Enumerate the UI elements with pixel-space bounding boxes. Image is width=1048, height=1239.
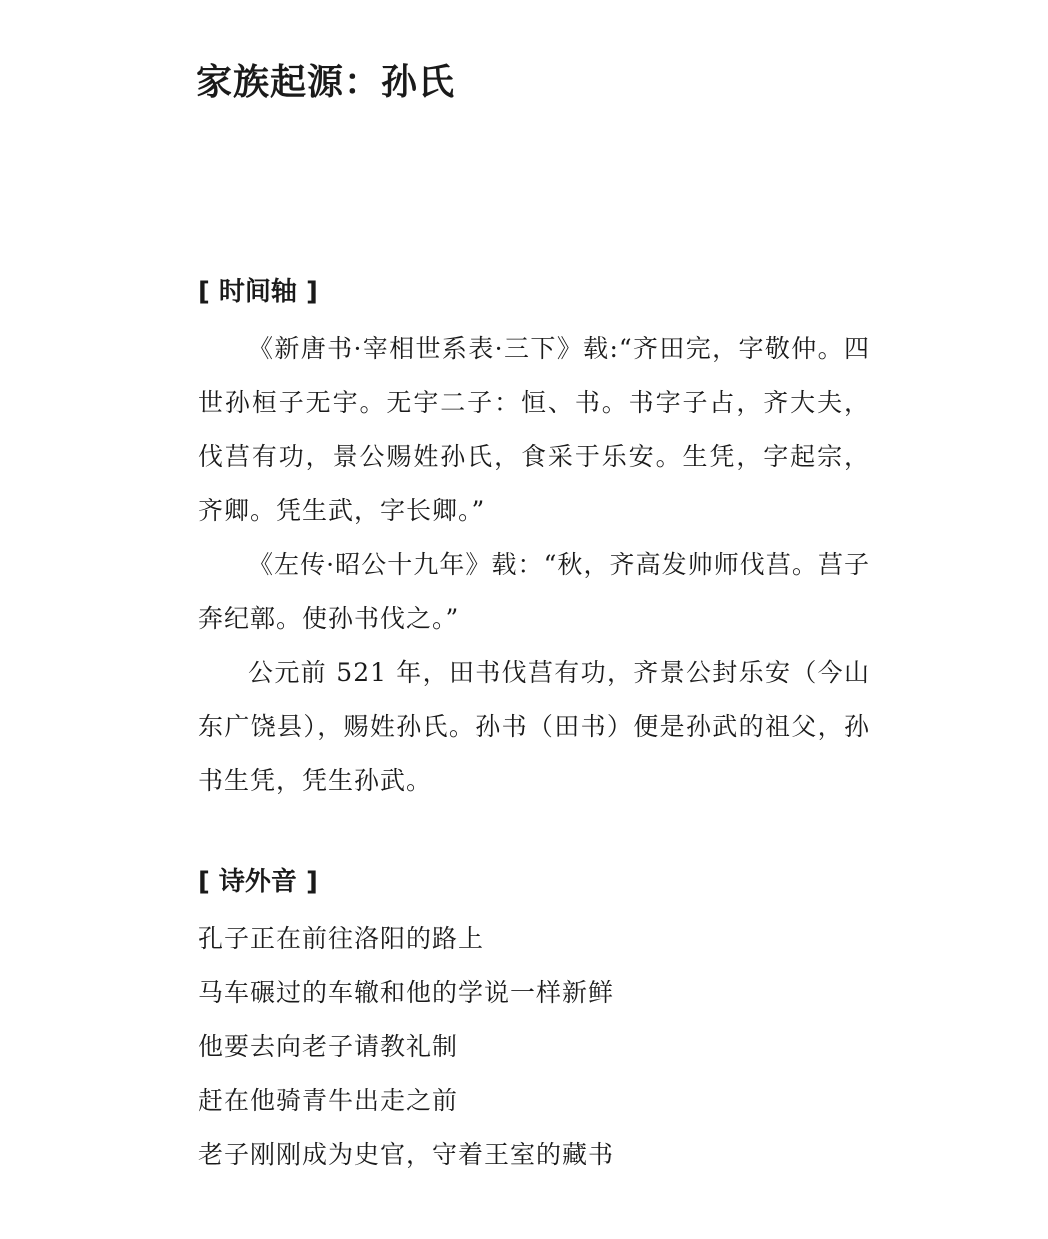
timeline-paragraph-2: 《左传·昭公十九年》载：“秋，齐高发帅师伐莒。莒子奔纪鄣。使孙书伐之。” xyxy=(198,550,870,633)
timeline-body xyxy=(198,322,870,808)
poem-line: 孔子正在前往洛阳的路上 xyxy=(198,924,485,953)
poem-line: 他要去向老子请教礼制 xyxy=(198,1032,459,1061)
poem-heading: [ 诗外音 ] xyxy=(198,867,318,897)
page-title: 家族起源：孙氏 xyxy=(196,61,456,103)
poem-body xyxy=(198,912,614,1182)
timeline-paragraph-3: 公元前 521 年，田书伐莒有功，齐景公封乐安（今山东广饶县），赐姓孙氏。孙书（田书）便是孙武的祖父，孙书生凭，凭生孙武。 xyxy=(198,658,870,795)
poem-line: 赶在他骑青牛出走之前 xyxy=(198,1086,459,1115)
timeline-paragraph-1: 《新唐书·宰相世系表·三下》载:“齐田完，字敬仲。四世孙桓子无宇。无宇二子：恒、书。书字子占，齐大夫，伐莒有功，景公赐姓孙氏，食采于乐安。生凭，字起宗，齐卿。凭生武，字长卿。” xyxy=(198,334,870,525)
poem-line: 马车碾过的车辙和他的学说一样新鲜 xyxy=(198,978,615,1007)
poem-line: 老子刚刚成为史官，守着王室的藏书 xyxy=(198,1140,615,1169)
timeline-heading: [ 时间轴 ] xyxy=(198,277,318,307)
